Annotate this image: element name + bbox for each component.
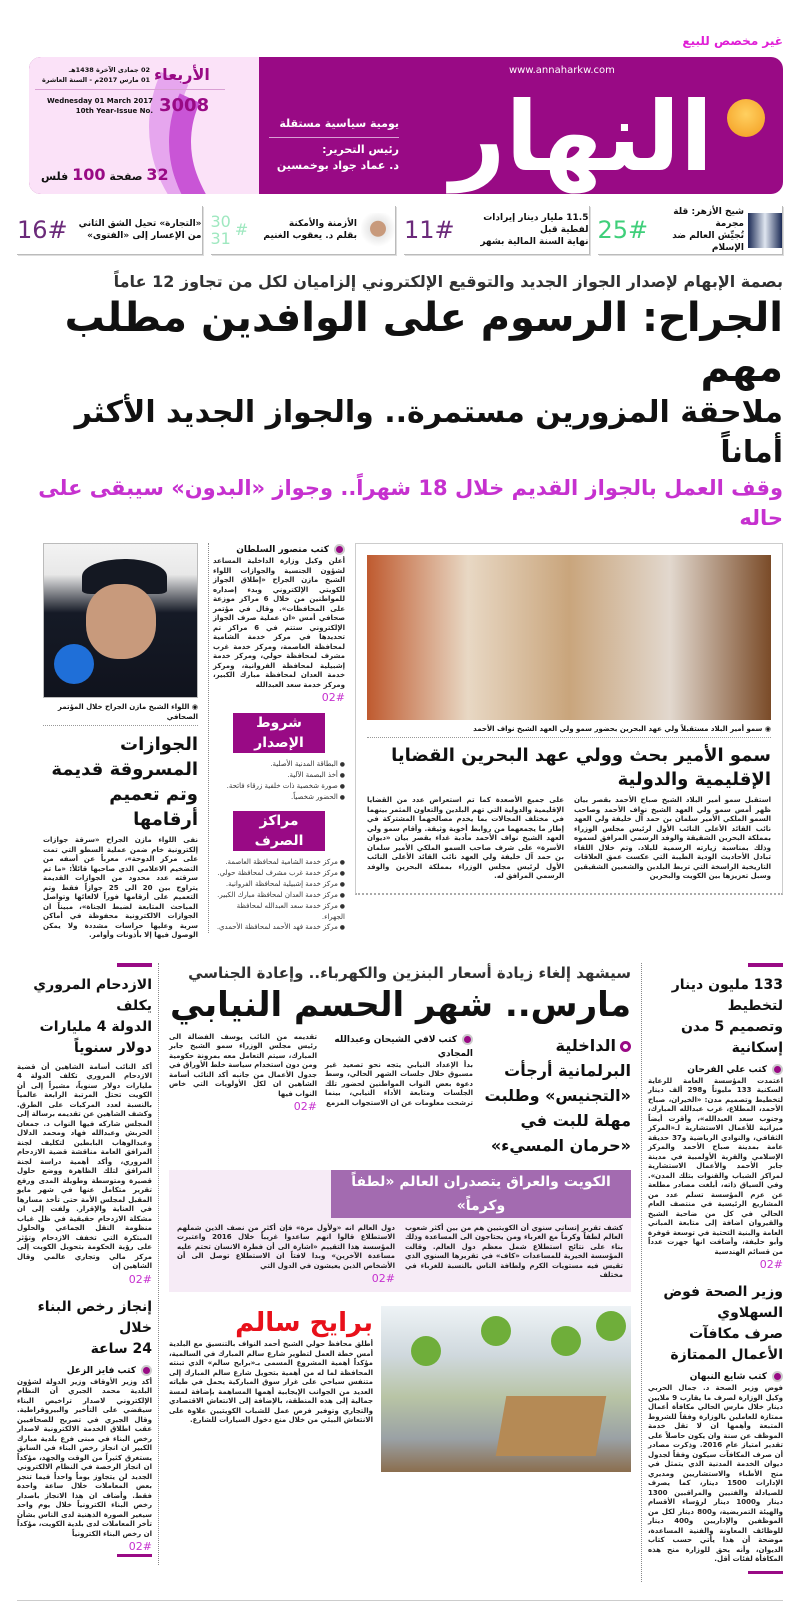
bullet-icon [620, 1041, 631, 1052]
teaser-revenue[interactable] [404, 206, 590, 255]
amir-body [367, 796, 771, 882]
byline: كتب علي الفرحان [648, 1063, 783, 1077]
amir-body-left: على جميع الأصعدة كما تم استعراض عدد من القضايا الإقليمية والدولية التي تهم البلدين والتعاون المثمر بينهما في مختلف المجالات بما يخدم مصالحهما المشتركة في إطار ما يجمعهما من روابط أخوية وثيقة. وأقام سمو ولي العهد الشيخ نواف الأحمد مأدبة غداء بقصر بيان «ديوان الأسرة» على شرف صاحب السمو الملكي الأمير سلمان بن حمد آل خليفة ولي العهد نائب القائد الأعلى النائب الأول لرئيس مجلس الوزراء بمملكة البحرين والوفد الرسمي المرافق له. [367, 796, 564, 880]
housing-headline[interactable]: 133 مليون دينار لتخطيط وتصميم 5 مدن إسكانية [671, 976, 783, 1056]
traffic-body: أكد النائب أسامة الشاهين أن قضية الازدحام المروري تكلف الدولة 4 مليارات دولار سنوياً، مشيراً إلى أن الكويت تحتل المرتبة الرابعة عالمياً بالنسبة لعدد المركبات على الطرق. وكشف الشاهين عن تقديمه برسالة إلى المجلس شاركه فيها النواب د. جمعان الحربش وعبدالله فهاد ومحمد الدلال وعبدالوهاب البابطين لتكليف لجنة المرافق العامة مناقشة قضية الازدحام المروري، وأكد أهمية دراسة لجنة المرافق لتلك الظاهرة ووضع حلول قصيرة ومتوسطة وطويلة المدى ورفع تقرير متكامل عنها في شهر مايو المقبل لمجلس الأمة حتى تأخذ مسارها في العناية والإقرار. ولفت إلى ان مشكلة الازدحام حقيقية في ظل غياب منظومة النقل الجماعي والحلول المبتكرة التي تخفف الازدحام وتؤثر على رؤية الحكومة بتحويل الكويت إلى مركز مالي وتجاري عالمي وقال الشاهين إن [17, 1062, 152, 1270]
photo-caption: ◉ سمو أمير البلاد مستقبلاً ولي عهد البحرين بحضور سمو ولي العهد الشيخ نواف الأحمد [367, 720, 771, 738]
right-column [641, 963, 783, 1582]
gregorian-date: 01 مارس 2017م - السنة العاشرة [41, 76, 150, 84]
lead-body: أعلن وكيل وزارة الداخلية المساعد لشؤون الجنسية والجوازات اللواء الشيخ مازن الجراح «إطلاق الجواز الكويتي الإلكتروني وبدء إصداره للمواطنين من خلال 6 مراكز موزعة على المحافظات». وقال في مؤتمر صحافي أمس «ان عملية صرف الجواز الإلكتروني ستتم في 6 مراكز تم تحديدها في مركز خدمة الشامية لمحافظة العاصمة، ومركز خدمة غرب مشرف لمحافظة حولي، ومركز خدمة إشبيلية لمحافظة الفروانية، ومركز خدمة العدان لمحافظة مبارك الكبير، ومركز خدمة سعد العبدالله [213, 557, 346, 689]
teaser-azhar[interactable] [598, 206, 784, 255]
health-body: فوض وزير الصحة د. جمال الحربي وكيل الوزارة لصرف ما يقارب 9 ملايين دينار خلال مارس الحالي مكافأة أعمال ممتازة للعاملين بالوزارة وفقاً للشروط المتبعة وأهمها ان لا تقل خدمة الموظف عن سنة وان يكون حاصلاً على تقدير امتياز عام 2016. وذكرت مصادر أن صرف المكافآت سيكون وفقاً لجدول ديوان الخدمة المدنية الذي يتمثل في منح الأطباء والاستشاريين ومديري الإدارات 1500 دينار، كما يصرف للصيادلة والفنيين والمراقبين 1300 دينار و1000 دينار لرؤساء الأقسام والهيئة التمريضية، و800 دينار لكل من الموظفين والإداريين و400 دينار للوظائف المعاونة والفنية المساعدة، موضحة أن هذا يأتي حسب كتاب الديوان، وأنه يحق للوزارة منح هذه المكافأة لفئات أقل. [648, 1384, 784, 1563]
section-bar [748, 1571, 783, 1574]
pages-label: صفحة [109, 170, 143, 183]
dates-english [35, 96, 153, 116]
page-ref[interactable]: 02# [128, 1272, 152, 1286]
side-headline[interactable]: الجوازات المسروقة قديمة وتم تعميم أرقامها [51, 734, 198, 830]
list-item: ● مركز خدمة فهد الأحمد لمحافظة الأحمدي. [213, 922, 345, 933]
parliament-kicker: سيشهد إلغاء زيادة أسعار البنزين والكهرباء.. وإعادة الجناسي [188, 963, 631, 982]
section-bar [117, 963, 152, 967]
page-ref[interactable]: 02# [128, 1540, 152, 1553]
page-ref[interactable]: 02# [293, 1100, 317, 1113]
parliament-headline[interactable]: مارس.. شهر الحسم النيابي [170, 984, 631, 1025]
permits-headline[interactable]: إنجاز رخص البناء خلال 24 ساعة [37, 1298, 152, 1357]
page-count: 32 [146, 165, 169, 184]
divider [35, 89, 225, 90]
lead-article-column [208, 543, 345, 933]
lead-kicker: بصمة الإبهام لإصدار الجواز الجديد والتوقيع الإلكتروني إلزاميان لكل من تجاوز 12 عاماً [113, 272, 783, 291]
byline: كتب لافي الشيحان وعبدالله المجادي [325, 1033, 473, 1061]
traffic-headline[interactable]: الازدحام المروري يكلف الدولة 4 مليارات دولار سنوياً [33, 976, 152, 1056]
salem-text [169, 1306, 373, 1472]
section-bar [748, 963, 783, 967]
parliament-subhead: الداخلية البرلمانية أرجأت «التجنيس» وطلبت مهلة للبت في «حرمان المسيء» [484, 1035, 631, 1155]
kindness-body [169, 1218, 631, 1287]
left-column [17, 963, 159, 1566]
divider [269, 137, 399, 138]
masthead [29, 57, 783, 194]
editor-label: رئيس التحرير: [322, 143, 399, 156]
byline: كتب شايع النبهان [648, 1370, 783, 1384]
teaser-page: 25# [597, 216, 649, 244]
salem-story [169, 1306, 631, 1472]
sun-logo-icon [727, 99, 765, 137]
permits-body: أكد وزير الأوقاف وزير الدولة لشؤون البلدية محمد الجبري أن النظام الإلكتروني لاصدار تراخيص البناء سيقضي على التأخير والبيروقراطية. وقال الجبري في تصريح للصحافيين عقب اطلاق الخدمة الالكترونية لاصدار رخص البناء في مبنى فرع بلدية مبارك الكبير ان انجاز رخص البناء في السابق يستغرق كثيراً من الوقت والجهد، مؤكداً ان انجاز الرخصة في النظام الالكتروني الجديد لن يتجاوز يوماً واحداً فيما تنجز بعض المعاملات خلال ساعة واحدة فقط. وأضاف ان هذا الانجاز باصدار رخص البناء الكترونياً خلال يوم واحد سيغير الصورة الذهنية لدى الناس بشأن تأخر المعاملات لدى بلدية الكويت، مؤكداً ان رخص البناء الكترونياً [17, 1377, 152, 1538]
footer-rule [17, 1600, 783, 1601]
conditions-list [213, 759, 345, 803]
centers-box-title: مراكز الصرف [233, 811, 325, 851]
lead-subhead: وقف العمل بالجواز القديم خلال 18 شهراً.. وجواز «البدون» سيبقى على حاله [38, 476, 783, 530]
teasers-row [17, 206, 783, 255]
list-item: ● مركز خدمة العدان لمحافظة مبارك الكبير. [213, 890, 345, 901]
teaser-page: 11# [404, 216, 455, 244]
parliament-body-2: تقديمه من النائب يوسف الفضالة الى رئيس مجلس الوزراء سمو الشيخ جابر المبارك، سيتم التعامل معه بمرونة حكومية ومن دون استخدام سياسة خلط الأوراق في جدول الأعمال من جانبه أكد النائب أسامة الشاهين ان لكل الأولويات التي خاض النواب فيها [169, 1032, 317, 1098]
list-item: ● مركز خدمة إشبيلية لمحافظة الفروانية. [213, 879, 345, 890]
hijri-date: 02 جمادى الآخرة 1438هـ [68, 66, 150, 74]
list-item: ● مركز خدمة غرب مشرف لمحافظة حولي. [213, 868, 345, 879]
teaser-page: 30 31 [210, 212, 231, 248]
byline: كتب فايز الزعل [17, 1364, 152, 1378]
amir-headline[interactable]: سمو الأمير بحث وولي عهد البحرين القضايا الإقليمية والدولية [391, 745, 771, 790]
kindness-box [169, 1170, 631, 1293]
page-ref[interactable]: 02# [759, 1258, 783, 1271]
list-item: ● مركز خدمة سعد العبدالله لمحافظة الجهراء. [213, 901, 345, 922]
street-rendering-photo [381, 1306, 631, 1472]
lead-section [17, 543, 783, 941]
section-bar [117, 1554, 152, 1557]
list-item: ● صورة شخصية ذات خلفية زرقاء فاتحة. [213, 781, 345, 792]
conditions-box-title: شروط الإصدار [233, 713, 325, 753]
byline: كتب منصور السلطان [213, 543, 345, 557]
issue-number: 3008 [159, 95, 210, 116]
parliament-col-1 [325, 1033, 473, 1158]
english-issue: 10th Year-Issue No. [75, 107, 153, 115]
author-photo [361, 213, 395, 248]
page-ref[interactable]: 02# [321, 691, 345, 704]
kindness-title[interactable]: الكويت والعراق يتصدران العالم «لطفاً وكرماً» [331, 1170, 631, 1218]
housing-body: اعتمدت المؤسسة العامة للرعاية السكنية 133 مليوناً و298 ألف دينار لتخطيط وتصميم مدن: «الخيران، صباح الأحمد، المطلاع، غرب عبدالله المبارك، وجنوب سعد العبدالله»، وأقرت أيضاً ميزانية للأعمال الاستشارية لـ«المركز الثقافي، والنوادي الرياضية و37 حديقة عامة بمدينة صباح الأحمد والمركز الإسلامي والقرية الأولمبية في مدينة جابر الأحمد والأعمال الاستشارية لمراكز الشباب والقنوات بتلك المدن». وفي السياق ذاته، أبلغت مصادر مطلعة عن عزم المؤسسة تسلم عدد من المشاريع الرئيسية في منتصف العام الحالي في كل من ضاحية الشيخ والقيروان اضافة إلى متابعة المباني العامة والبنية التحتية في توسعة قوفرة وأبو حليفة، وأضافت انها جهزت عدداً من قسائم الهندسية [648, 1076, 784, 1256]
not-for-sale-note: غير مخصص للبيع [682, 34, 783, 48]
page-ref[interactable]: 02# [371, 1272, 395, 1285]
kindness-body-right: كشف تقرير إنساني سنوي أن الكويتيين هم من بين أكثر شعوب العالم لطفاً وكرماً مع الغرباء ومن يحتاجون الى المساعدة وذلك بناء على نتائج استطلاع شمل معظم دول العالم. وقالت المؤسسة الخيرية للمساعدات «كاف» في تقريرها السنوي الذي تقيس فيه مستويات الكرم ولطافة الناس بالنسبة للغرباء في مختلف [405, 1223, 623, 1279]
list-item: ● مركز خدمة الشامية لمحافظة العاصمة. [213, 857, 345, 868]
price: 100 [72, 165, 106, 184]
pages-price [41, 165, 169, 187]
list-item: ● البطاقة المدنية الأصلية. [213, 759, 345, 770]
health-headline[interactable]: وزير الصحة فوض السهلاوي صرف مكافآت الأعمال الممتازة [663, 1284, 783, 1363]
website-url[interactable]: www.annaharkw.com [509, 65, 615, 76]
teaser-page: 16# [17, 216, 68, 244]
price-label: فلس [41, 170, 69, 183]
list-item: ● أخذ البصمة الآلية. [213, 770, 345, 781]
centers-list [213, 857, 345, 933]
lead-headline-2[interactable]: ملاحقة المزورين مستمرة.. والجواز الجديد الأكثر أماناً [74, 395, 783, 470]
kindness-col-left [177, 1224, 395, 1287]
editor-name: د. عماد جواد بوخمسين [276, 159, 399, 172]
salem-title[interactable]: برايح سالم [235, 1308, 373, 1338]
teaser-text: 11.5 مليار دينار إيرادات لفطية قبل نهاية السنة المالية بشهر [480, 213, 589, 247]
salem-body: أطلق محافظ حولي الشيخ أحمد النواف بالتنسيق مع البلدية أمس خطة العمل لتطوير شارع سالم المبارك في السالمية، مؤكداً أهمية المشروع المسمى بـ«برايح سالم» الذي تبنته المحافظة لما له من أهمية بتحويل شارع سالم المبارك إلى متنفس سياحي على غرار سوق المباركية يحمل في طياته العديد من الجوانب الإيجابية أهمها المساهمة بإضافة لمسة جمالية إلى هذه المنطقة، بالإضافة إلى الانتعاش الاقتصادي والتجاري وتوفير فرص عمل للشباب الكويتيين علاوة على الانتعاش البيئي من خلال منع دخول السيارات للشارع. [169, 1340, 373, 1424]
teaser-column[interactable] [211, 206, 397, 255]
side-article-body: نفى اللواء مازن الجراح «سرقة جوازات إلكترونية خام ضمن عملية السطو التي تمت على مركز الدوحة»، معرباً عن أسفه من التضخيم الاعلامي الذي صاحبها قائلاً: «ما تم سرقته عدد محدود من الجوازات القديمة يتراوح بين 20 الى 25 جوازاً فقط وتم التعميم على أرقامها فوراً لالغائها وتواصل المباحث المتابعة لضبط الجناة»، مبيناً ان الجوازات الالكترونية محفوظة في أماكن سرية وعليها حراسات مشددة ولا يمكن الوصول فيها إلا بأذونات وأوامر. [43, 836, 198, 939]
teaser-text: شيخ الأزهر: قلة مجرمة تُجيِّش العالم ضد الإسلام [672, 207, 744, 253]
hash-mark: # [234, 220, 249, 239]
photo-caption: ◉ اللواء الشيخ مازن الجراح خلال المؤتمر الصحافي [43, 698, 198, 726]
center-column [169, 963, 631, 1473]
kindness-body-left: دول العالم انه «ولأول مرة» فإن أكثر من نصف الذين شملهم الاستطلاع قالوا انهم ساعدوا غريباً خلال 2016 واعتبرت المؤسسة هذا التقييم «اشارة الى أن فطرة الانسان تحتم عليه مساعدة الآخرين» وبدا لافتاً ان الاستطلاع توصل الى أن الأشخاص الذين يعيشون في الدول التي [177, 1223, 395, 1270]
teaser-thumbnail [748, 213, 782, 248]
lower-section [17, 963, 783, 1582]
passports-side-column [43, 543, 198, 941]
newspaper-logo: النهار [450, 81, 713, 193]
amir-story [355, 543, 783, 895]
lead-headline[interactable]: الجراح: الرسوم على الوافدين مطلب مهم [64, 295, 783, 391]
parliament-body-1: بدأ الإعداد النيابي يتجه نحو تصعيد غير مسبوق خلال جلسات الشهر الحالي، وسط دعوة بعض النواب المواطنين لحضور تلك الجلسات ومتابعة الأداء النيابي، بينما ترشحت معلومات عن ان الاستجواب المزمع [325, 1060, 473, 1107]
amir-meeting-photo [367, 555, 771, 720]
dates-arabic [35, 65, 150, 85]
parliament-story [169, 1033, 631, 1158]
parliament-col-2 [169, 1033, 317, 1158]
english-date: Wednesday 01 March 2017 [46, 97, 153, 105]
teaser-text: الأزمنة والأمكنة بقلم د. يعقوب الغنيم [263, 219, 357, 241]
officer-photo [43, 543, 198, 698]
weekday: الأربعاء [154, 65, 210, 84]
amir-body-right: استقبل سمو أمير البلاد الشيخ صباح الأحمد بقصر بيان ظهر أمس سمو ولي العهد الشيخ نواف الأحمد وصاحب السمو الملكي الأمير سلمان بن حمد آل خليفة ولي العهد نائب القائد الأعلى النائب الأول لرئيس مجلس الوزراء بمملكة البحرين الشقيقة والوفد الرسمي المرافق لسموه وذلك بمناسبة زيارته الرسمية للبلاد. وتم خلال اللقاء تبادل الأحاديث الودية الطيبة التي عكست عمق العلاقات التاريخية الراسخة التي تربط البلدين والشعبين الشقيقين وسبل تعزيزها بين الكويت والبحرين [574, 796, 771, 880]
teaser-text: «التجارة» تحيل الشق الثاني من الإعسار إلى «الفتوى» [78, 219, 202, 241]
list-item: ● الحضور شخصياً. [213, 792, 345, 803]
teaser-commerce[interactable] [17, 206, 203, 255]
tagline: يومية سياسية مستقلة [279, 117, 399, 130]
